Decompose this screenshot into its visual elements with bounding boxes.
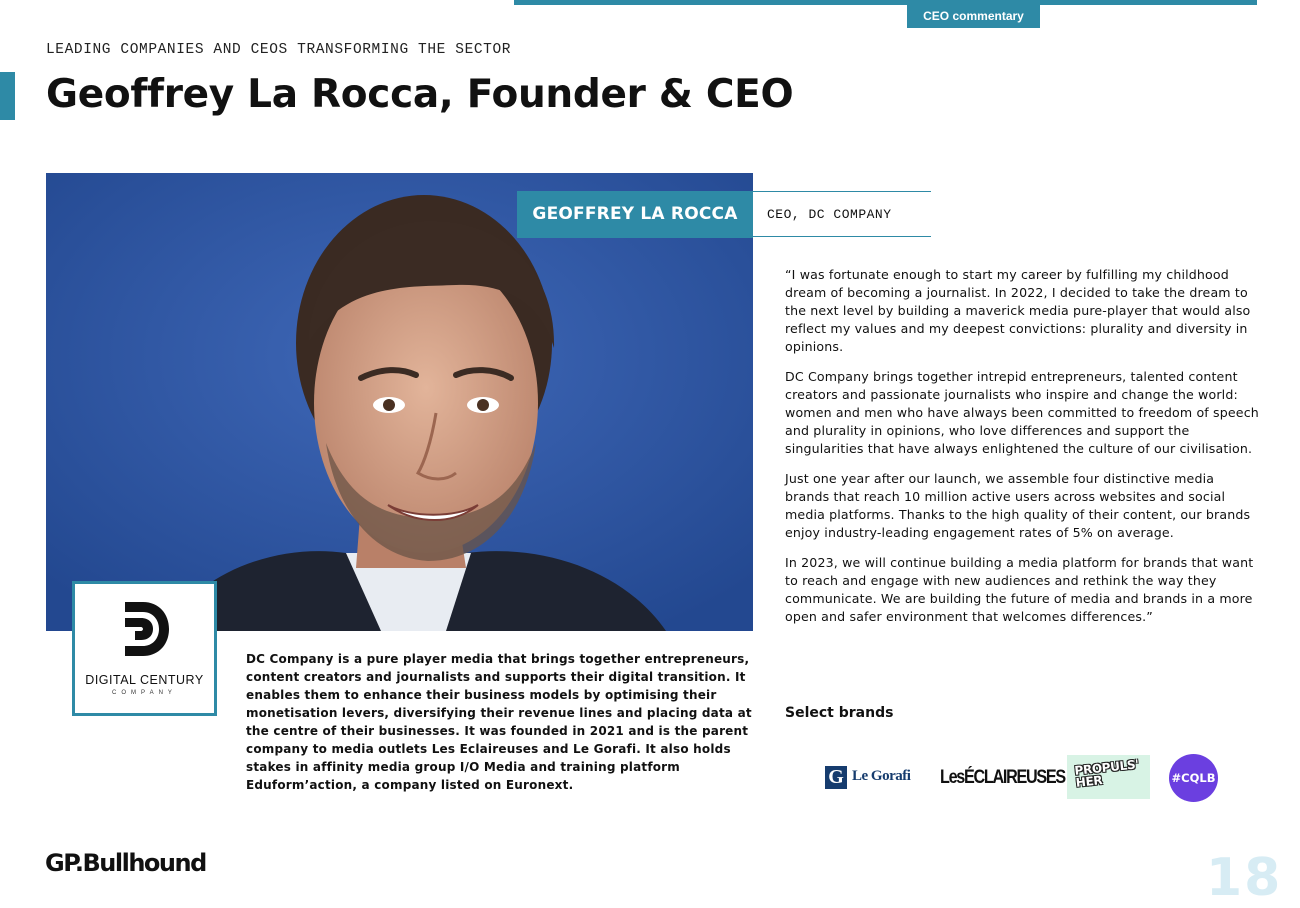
- logo-company-name: DIGITAL CENTURY: [85, 673, 204, 687]
- gp-bullhound-logo: GP.Bullhound: [45, 849, 206, 877]
- section-tag: CEO commentary: [907, 5, 1040, 28]
- page-title: Geoffrey La Rocca, Founder & CEO: [46, 72, 794, 117]
- title-accent-bar: [0, 72, 15, 120]
- brand-propulse-her-logo: [1067, 755, 1150, 799]
- top-accent-rule: [514, 0, 1257, 5]
- brand-le-gorafi-logo: [825, 766, 920, 791]
- profile-name: GEOFFREY LA ROCCA: [517, 191, 753, 238]
- dc-logo-icon: [121, 600, 171, 658]
- gorafi-mark: G: [825, 766, 847, 789]
- logo-company-subtitle: COMPANY: [112, 690, 177, 696]
- ceo-portrait-photo: [46, 173, 753, 631]
- gorafi-name: Le Gorafi: [852, 768, 911, 784]
- brand-les-eclaireuses-logo: [940, 764, 1065, 794]
- company-description: DC Company is a pure player media that brings together entrepreneurs, content creators and journalists and supports their digital transition. It enables them to enhance their business models by optimising their monetisation levers, diversifying their revenue lines and placing data at the centre of their businesses. It was founded in 2021 and is the parent company to media outlets Les Eclaireuses and Le Gorafi. It also holds stakes in affinity media group I/O Media and training platform Eduform’action, a company listed on Euronext.: [246, 652, 752, 792]
- quote-paragraph: In 2023, we will continue building a media platform for brands that want to reach and engage with new audiences and rethink the way they communicate. We are building the future of media and brands in a more open and safer environment that welcomes differences.”: [785, 555, 1254, 624]
- eclaireuses-name: LesÉCLAIREUSES: [940, 767, 1065, 788]
- quote-paragraph: “I was fortunate enough to start my career by fulfilling my childhood dream of becoming a journalist. In 2022, I decided to take the dream to the next level by building a maverick media pure-player that would also reflect my values and my deepest convictions: plurality and diversity in opinions.: [785, 267, 1251, 354]
- quote-paragraph: Just one year after our launch, we assemble four distinctive media brands that reach 10 million active users across websites and social media platforms. Thanks to the high quality of their content, our brands enjoy industry-leading engagement rates of 5% on average.: [785, 471, 1251, 540]
- company-logo: [72, 581, 217, 716]
- profile-role: CEO, DC COMPANY: [753, 191, 931, 237]
- propulse-name: PROPULS' HER: [1073, 757, 1140, 790]
- ceo-quote: [785, 266, 1260, 638]
- quote-paragraph: DC Company brings together intrepid entrepreneurs, talented content creators and passionate journalists who inspire and change the world: women and men who have always been committed to freedom of speech and plurality in opinions, who love differences and support the singularities that have always enlightened the culture of our civilisation.: [785, 369, 1259, 456]
- kicker: LEADING COMPANIES AND CEOS TRANSFORMING THE SECTOR: [46, 42, 512, 58]
- brands-heading: Select brands: [785, 705, 894, 721]
- brand-cqlb-logo: #CQLB: [1169, 754, 1218, 802]
- page-number: 18: [1206, 848, 1283, 908]
